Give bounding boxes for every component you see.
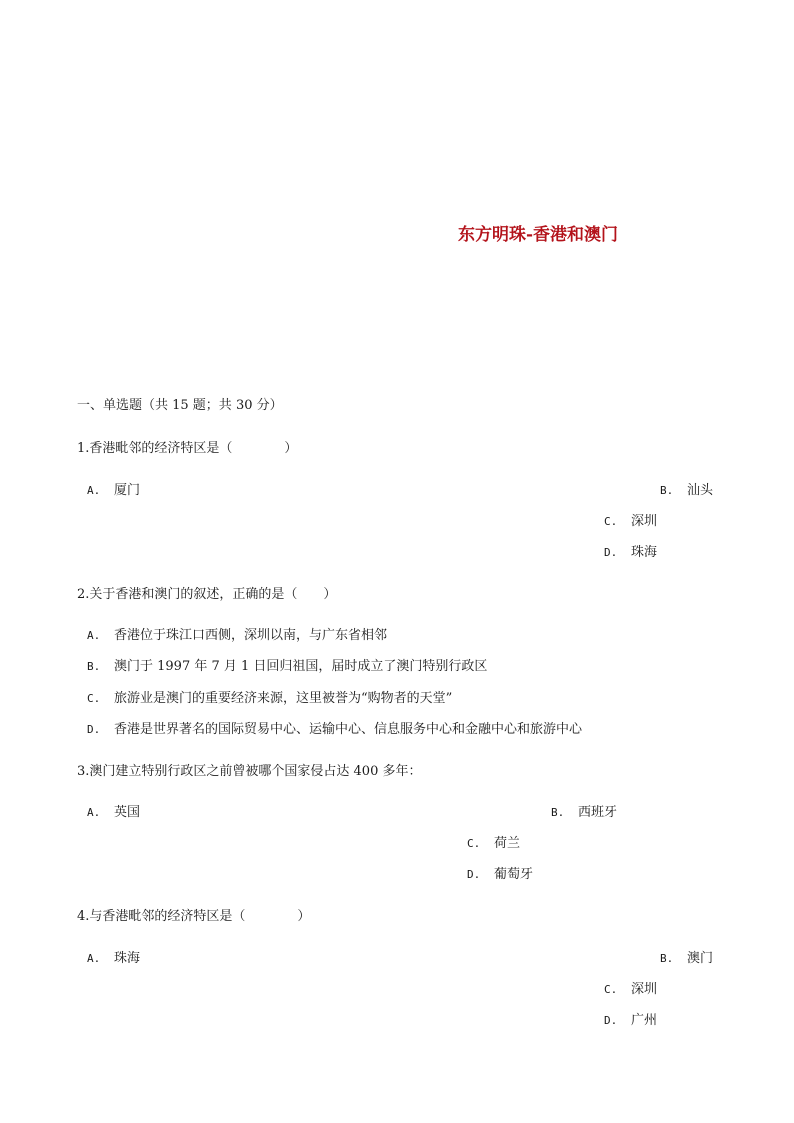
option-text: 荷兰 <box>494 836 521 851</box>
option-letter: A. <box>87 806 101 819</box>
option-text: 澳门 <box>687 951 714 966</box>
option-a[interactable] <box>87 624 387 643</box>
option-text: 珠海 <box>631 545 658 560</box>
option-text: 深圳 <box>631 982 658 997</box>
option-text: 深圳 <box>631 514 658 529</box>
option-text: 广州 <box>631 1013 658 1028</box>
question-stem: 3.澳门建立特别行政区之前曾被哪个国家侵占达 400 多年： <box>77 764 422 779</box>
option-letter: D. <box>604 1014 618 1027</box>
option-text: 珠海 <box>114 951 141 966</box>
option-text: 葡萄牙 <box>494 867 534 882</box>
option-text: 西班牙 <box>578 805 618 820</box>
option-a[interactable] <box>87 479 140 498</box>
option-letter: C. <box>467 837 481 850</box>
option-letter: B. <box>660 952 674 965</box>
option-letter: C. <box>87 692 101 705</box>
option-letter: C. <box>604 983 618 996</box>
section-heading: 一、单选题（共 15 题；共 30 分） <box>77 398 283 413</box>
option-a[interactable] <box>87 947 140 966</box>
option-text: 英国 <box>114 805 141 820</box>
option-b[interactable] <box>660 479 713 498</box>
option-c[interactable] <box>604 510 657 529</box>
option-d[interactable] <box>87 718 582 737</box>
option-b[interactable] <box>87 655 487 674</box>
question-stem: 4.与香港毗邻的经济特区是（ ） <box>77 909 311 924</box>
option-letter: A. <box>87 629 101 642</box>
option-b[interactable] <box>660 947 713 966</box>
option-letter: D. <box>467 868 481 881</box>
option-text: 旅游业是澳门的重要经济来源，这里被誉为“购物者的天堂” <box>114 691 453 706</box>
document-title: 东方明珠-香港和澳门 <box>458 225 619 245</box>
option-text: 厦门 <box>114 483 141 498</box>
option-d[interactable] <box>604 1009 657 1028</box>
option-a[interactable] <box>87 801 140 820</box>
option-letter: D. <box>87 723 101 736</box>
option-c[interactable] <box>467 832 520 851</box>
option-text: 澳门于 1997 年 7 月 1 日回归祖国，届时成立了澳门特别行政区 <box>114 659 488 674</box>
option-text: 香港是世界著名的国际贸易中心、运输中心、信息服务中心和金融中心和旅游中心 <box>114 722 583 737</box>
option-c[interactable] <box>604 978 657 997</box>
option-letter: B. <box>660 484 674 497</box>
option-text: 香港位于珠江口西侧，深圳以南，与广东省相邻 <box>114 628 388 643</box>
option-d[interactable] <box>604 541 657 560</box>
option-letter: D. <box>604 546 618 559</box>
option-d[interactable] <box>467 863 533 882</box>
question-stem: 1.香港毗邻的经济特区是（ ） <box>77 441 298 456</box>
option-letter: A. <box>87 484 101 497</box>
option-c[interactable] <box>87 687 452 706</box>
option-letter: C. <box>604 515 618 528</box>
option-b[interactable] <box>551 801 617 820</box>
question-stem: 2.关于香港和澳门的叙述，正确的是（ ） <box>77 587 337 602</box>
option-text: 汕头 <box>687 483 714 498</box>
option-letter: B. <box>87 660 101 673</box>
option-letter: A. <box>87 952 101 965</box>
option-letter: B. <box>551 806 565 819</box>
